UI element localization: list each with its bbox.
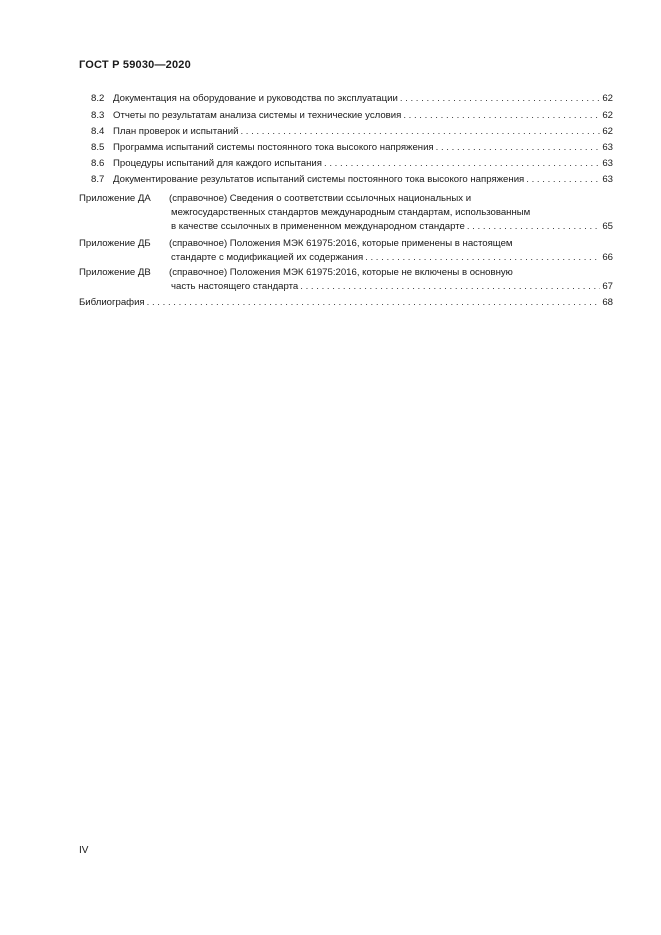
toc-item-title: Программа испытаний системы постоянного тока высокого напряжения — [113, 142, 434, 153]
dot-leader — [400, 91, 601, 106]
toc-appendix-dv-last — [171, 279, 613, 294]
dot-leader — [240, 124, 600, 139]
toc-item-8-4[interactable] — [79, 124, 613, 139]
toc-appendix-db-last — [171, 250, 613, 265]
dot-leader — [365, 250, 600, 265]
toc-item-page: 62 — [602, 126, 613, 137]
toc-item-8-7[interactable] — [79, 172, 613, 187]
toc-appendix-da-last — [171, 219, 613, 234]
toc-item-8-5[interactable] — [79, 140, 613, 155]
dot-leader — [526, 172, 600, 187]
dot-leader — [324, 156, 600, 171]
appendix-title-line: межгосударственных стандартов международным стандартам, использованным — [171, 207, 531, 218]
toc-item-page: 62 — [602, 93, 613, 104]
dot-leader — [467, 219, 601, 234]
dot-leader — [436, 140, 601, 155]
document-header: ГОСТ Р 59030—2020 — [79, 59, 191, 71]
toc-appendix-dv[interactable] — [79, 265, 613, 280]
dot-leader — [403, 108, 600, 123]
toc-item-8-6[interactable] — [79, 156, 613, 171]
appendix-label: Приложение ДБ — [79, 238, 151, 249]
toc-item-number: 8.3 — [91, 110, 105, 121]
toc-item-8-2[interactable] — [79, 91, 613, 106]
toc-appendix-da[interactable] — [79, 191, 613, 206]
toc-item-page: 63 — [602, 142, 613, 153]
dot-leader — [147, 295, 601, 310]
toc-item-8-3[interactable] — [79, 108, 613, 123]
toc-item-page: 63 — [602, 174, 613, 185]
toc-item-number: 8.7 — [91, 174, 105, 185]
appendix-title-line: (справочное) Положения МЭК 61975:2016, которые применены в настоящем — [169, 238, 513, 249]
toc-item-page: 68 — [602, 297, 613, 308]
appendix-title-line: стандарте с модификацией их содержания — [171, 252, 364, 263]
toc-bibliography[interactable] — [79, 295, 613, 310]
appendix-title-line: (справочное) Сведения о соответствии ссылочных национальных и — [169, 193, 472, 204]
toc-item-number: 8.4 — [91, 126, 105, 137]
appendix-title-line: в качестве ссылочных в примененном международном стандарте — [171, 221, 465, 232]
toc-item-title: План проверок и испытаний — [113, 126, 239, 137]
page-number: IV — [79, 845, 89, 856]
toc-item-title: Процедуры испытаний для каждого испытания — [113, 158, 322, 169]
toc-item-number: 8.2 — [91, 93, 105, 104]
dot-leader — [300, 279, 600, 294]
toc-appendix-db[interactable] — [79, 236, 613, 251]
toc-item-page: 63 — [602, 158, 613, 169]
appendix-label: Приложение ДВ — [79, 267, 151, 278]
toc-item-title: Отчеты по результатам анализа системы и технические условия — [113, 110, 402, 121]
appendix-title-line: (справочное) Положения МЭК 61975:2016, которые не включены в основную — [169, 267, 513, 278]
appendix-title-line: часть настоящего стандарта — [171, 281, 299, 292]
toc-item-page: 62 — [602, 110, 613, 121]
toc-item-title: Документирование результатов испытаний системы постоянного тока высокого напряжения — [113, 174, 525, 185]
appendix-label: Приложение ДА — [79, 193, 151, 204]
toc-item-number: 8.5 — [91, 142, 105, 153]
toc-item-number: 8.6 — [91, 158, 105, 169]
toc-item-page: 67 — [602, 281, 613, 292]
toc-item-title: Документация на оборудование и руководства по эксплуатации — [113, 93, 398, 104]
toc-item-page: 65 — [602, 221, 613, 232]
toc-item-title: Библиография — [79, 297, 145, 308]
toc-item-page: 66 — [602, 252, 613, 263]
toc-appendix-da-cont — [171, 205, 613, 220]
